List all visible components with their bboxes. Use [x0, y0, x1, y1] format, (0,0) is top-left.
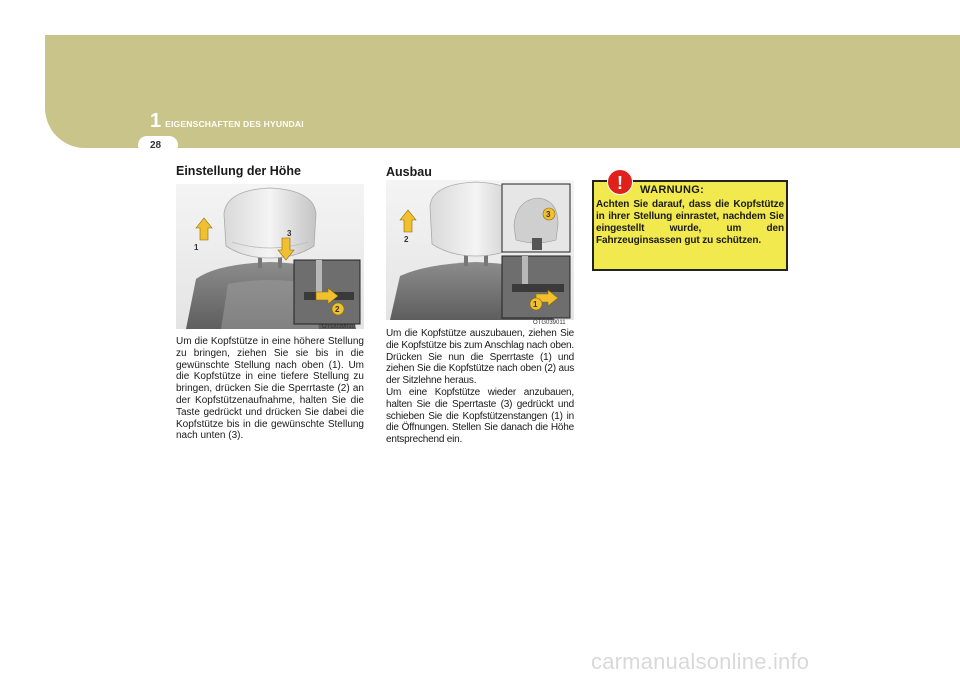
headrest-removal-illustration: [386, 180, 574, 320]
callout-3: 3: [546, 210, 551, 219]
chapter-number: 1: [150, 110, 162, 132]
figure-removal: [386, 180, 574, 320]
chapter-title: EIGENSCHAFTEN DES HYUNDAI: [165, 119, 304, 129]
headrest: [224, 188, 316, 258]
removal-instructions: [386, 328, 574, 446]
figure-code: OTG039010: [322, 324, 356, 330]
arrow-up-icon: [400, 210, 416, 232]
warning-title: WARNUNG:: [640, 184, 705, 196]
callout-2: 2: [335, 305, 340, 314]
callout-3: 3: [287, 229, 292, 238]
removal-paragraph: Um die Kopfstütze auszubauen, ziehen Sie die Kopfstütze bis zum Anschlag nach oben. Drücken Sie nun die Sperrtaste (1) und ziehen Sie die Kopfstütze nach oben (2) aus der Sitzlehne heraus.: [386, 328, 574, 387]
callout-1: 1: [533, 300, 538, 309]
warning-text: Achten Sie darauf, dass die Kopfstütze in ihrer Stellung einrastet, nachdem Sie eingestellt wurde, um den Fahrzeuginsassen gut zu schützen.: [596, 199, 784, 246]
watermark: carmanualsonline.info: [591, 649, 810, 674]
headrest-illustration: [176, 184, 364, 329]
callout-1: 1: [194, 243, 199, 252]
warning-icon: !: [607, 169, 633, 195]
arrow-up-icon: [196, 218, 212, 240]
figure-height-adjustment: [176, 184, 364, 329]
page-number: 28: [150, 140, 162, 151]
chapter-heading: [150, 111, 304, 131]
height-instructions: Um die Kopfstütze in eine höhere Stellung zu bringen, ziehen Sie sie bis in die gewünschte Stellung nach oben (1). Um die Kopfstütze in eine tiefere Stellung zu bringen, drücken Sie die Sperrtaste (2) an der Kopfstützenaufnahme, halten Sie die Taste gedrückt und drücken Sie dabei die Kopfstütze bis in die gewünschte Stellung nach unten (3).: [176, 336, 364, 442]
reinstall-paragraph: Um eine Kopfstütze wieder anzubauen, halten Sie die Sperrtaste (3) gedrückt und schieben Sie die Kopfstützenstangen (1) in die Öffnungen. Stellen Sie danach die Höhe entsprechend ein.: [386, 386, 574, 446]
section-heading-height: Einstellung der Höhe: [176, 164, 302, 178]
callout-2: 2: [404, 235, 409, 244]
section-heading-removal: Ausbau: [386, 165, 432, 179]
figure-code: OTG039011: [533, 320, 566, 326]
header-band: [45, 35, 960, 148]
